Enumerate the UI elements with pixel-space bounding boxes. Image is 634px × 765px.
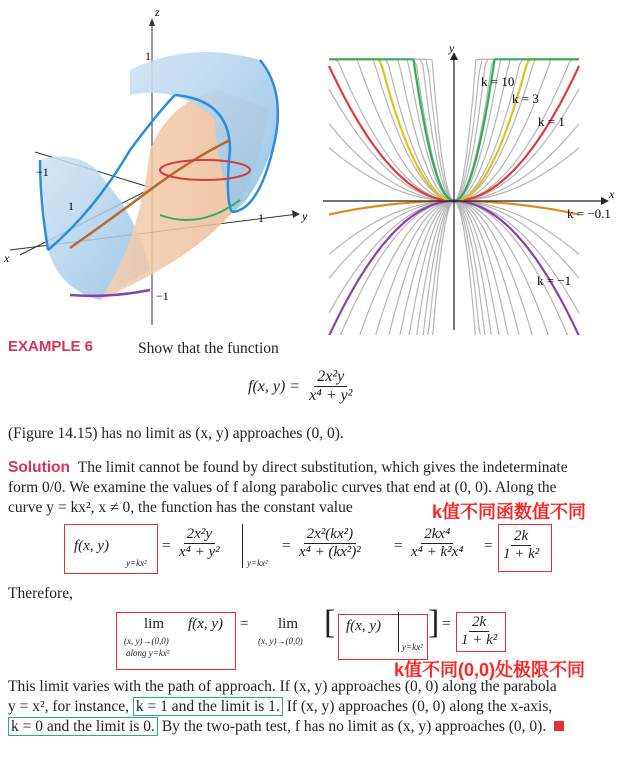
axis-x-label: x [609, 187, 615, 201]
tick-x-neg: −1 [36, 165, 49, 179]
label-k3: k = 3 [512, 91, 539, 106]
solution-line2: form 0/0. We examine the values of f along parabolic curves that end at (0, 0). Along the [8, 479, 557, 496]
label-kneg01: k = −0.1 [567, 206, 611, 221]
axis-z-label: z [155, 5, 160, 19]
label-k1: k = 1 [538, 114, 565, 129]
function-definition: f(x, y) = $\frac{\text{2x²y}}{\text{x⁴ + y²}}$ [248, 368, 353, 404]
axis-y-label: y [449, 41, 455, 55]
final-line3: k = 0 and the limit is 0. By the two-path test, f has no limit as (x, y) approaches (0, 0). [8, 717, 564, 737]
axis-x-label: x [4, 251, 10, 265]
solution-line3: curve y = kx², x ≠ 0, the function has the constant value [8, 499, 353, 516]
label-k10: k = 10 [481, 74, 515, 89]
tick-y-pos: 1 [258, 211, 264, 225]
example-after: (Figure 14.15) has no limit as (x, y) approaches (0, 0). [8, 425, 344, 442]
solution-line1: Solution The limit cannot be found by direct substitution, which gives the indeterminate [8, 459, 568, 476]
end-square-icon [554, 721, 564, 731]
annotation-1: k值不同函数值不同 [432, 502, 587, 522]
tick-x-pos: 1 [68, 199, 74, 213]
tick-z-pos: 1 [145, 49, 151, 63]
tick-z-neg: −1 [156, 289, 169, 303]
final-line2: y = x², for instance, k = 1 and the limit is 1. If (x, y) approaches (0, 0) along the x-axis, [8, 698, 553, 715]
parabola-curves-figure [305, 40, 634, 335]
example-heading: EXAMPLE 6 [8, 338, 94, 355]
k1-limit-box: k = 1 and the limit is 1. [133, 697, 283, 716]
annotation-2: k值不同(0,0)处极限不同 [394, 660, 586, 680]
example-intro: Show that the function [138, 340, 279, 357]
therefore: Therefore, [8, 585, 73, 602]
final-line1: This limit varies with the path of approach. If (x, y) approaches (0, 0) along the parabola [8, 678, 557, 695]
surface-3d-figure [0, 0, 310, 330]
label-kneg1: k = −1 [537, 273, 572, 288]
equation-1: f(x, y) y=kx² = $\frac{\text{2x²y}}{\text{x⁴ + y²}}$ y=kx² = $\frac{\text{2x²(kx²)}}{\text{x⁴ + (kx²)²}}$ = $\frac{\text{2kx⁴}}{\text{x⁴ + k²x⁴}}$ = $\frac{2k}{\text{1 + k²}}$ [64, 522, 564, 576]
equation-2: lim (x, y)→(0,0) along y=kx² f(x, y) = lim (x, y)→(0,0) [ f(x, y) y=kx² ] = $\frac{2k}{\text{1 + k²}}$ [116, 610, 516, 672]
k0-limit-box: k = 0 and the limit is 0. [8, 717, 158, 736]
axis-y-label: y [302, 209, 308, 223]
